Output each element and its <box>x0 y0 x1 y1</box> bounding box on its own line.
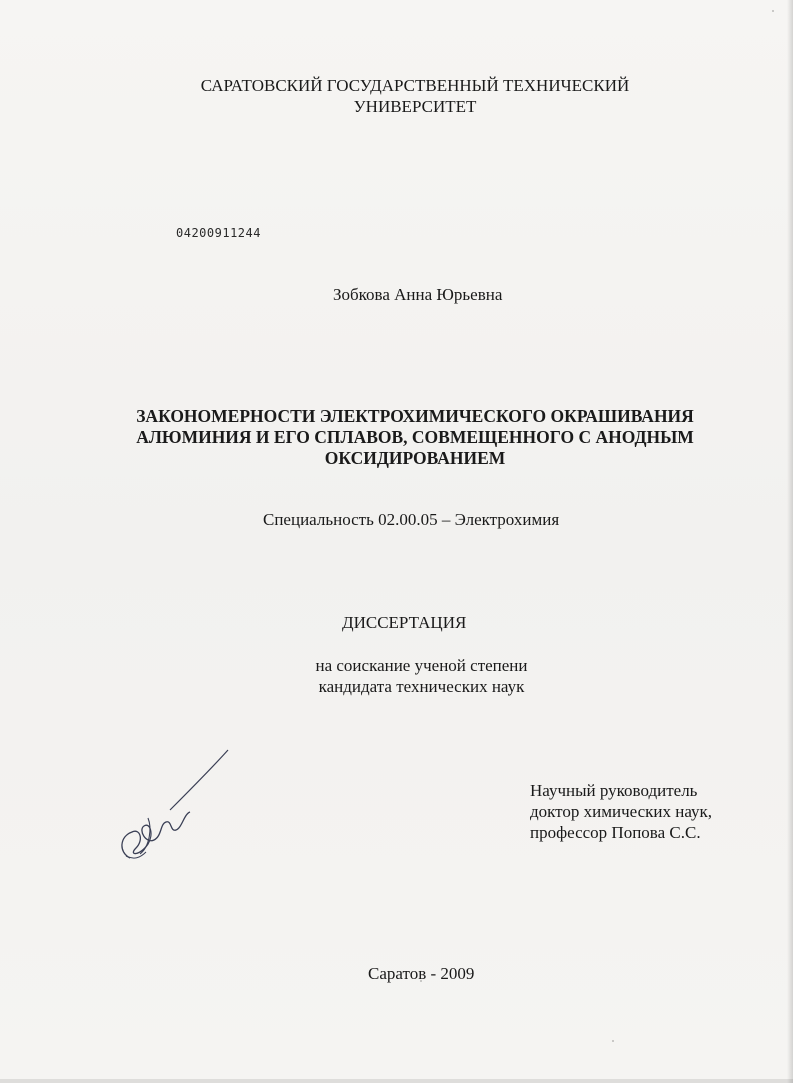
degree-line2: кандидата технических наук <box>318 677 525 696</box>
scan-edge-bottom <box>0 1079 793 1083</box>
scan-speck <box>772 10 774 12</box>
dissertation-title <box>20 406 793 469</box>
supervisor-name: профессор Попова С.С. <box>530 823 701 842</box>
supervisor-block <box>530 780 712 843</box>
registration-code: 04200911244 <box>176 226 261 240</box>
author-name: Зобкова Анна Юрьевна <box>333 285 503 304</box>
supervisor-role: Научный руководитель <box>530 781 698 800</box>
university-name-line2: УНИВЕРСИТЕТ <box>353 97 477 116</box>
specialty: Специальность 02.00.05 – Электрохимия <box>263 510 560 529</box>
scan-edge-right <box>787 0 793 1083</box>
university-name-line1: САРАТОВСКИЙ ГОСУДАРСТВЕННЫЙ ТЕХНИЧЕСКИЙ <box>200 76 630 95</box>
city-year: Саратов - 2009 <box>368 964 475 983</box>
title-line2: АЛЮМИНИЯ И ЕГО СПЛАВОВ, СОВМЕЩЕННОГО С АНОДНЫМ <box>136 427 694 447</box>
degree-line1: на соискание ученой степени <box>315 656 528 675</box>
university-name <box>40 75 790 117</box>
title-line1: ЗАКОНОМЕРНОСТИ ЭЛЕКТРОХИМИЧЕСКОГО ОКРАШИВАНИЯ <box>136 406 694 426</box>
degree-statement <box>25 655 793 697</box>
document-type: ДИССЕРТАЦИЯ <box>342 613 467 632</box>
supervisor-degree: доктор химических наук, <box>530 802 713 821</box>
scan-speck <box>420 980 422 982</box>
scan-speck <box>612 1040 614 1042</box>
handwritten-signature <box>110 748 240 868</box>
title-line3: ОКСИДИРОВАНИЕМ <box>324 448 506 468</box>
